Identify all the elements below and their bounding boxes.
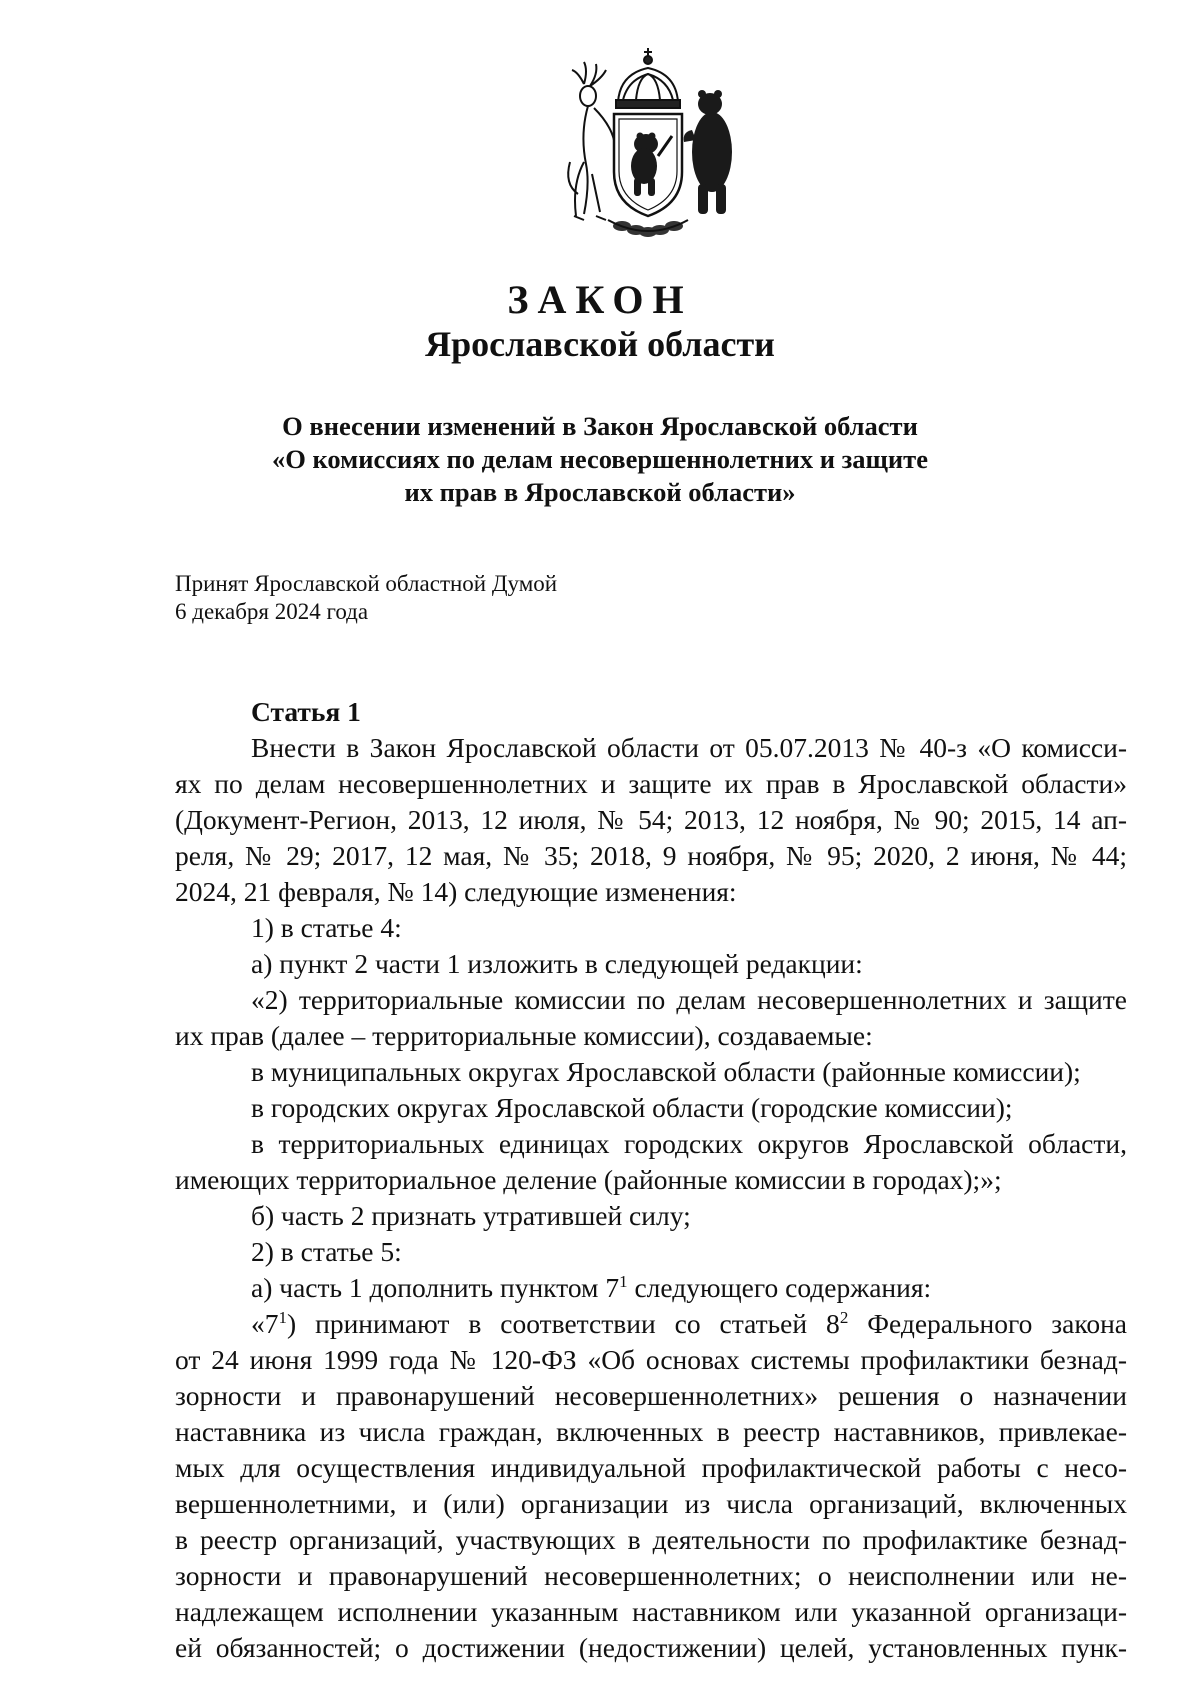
text-fragment: Федерального закона — [848, 1308, 1127, 1339]
text-fragment: а) часть 1 дополнить пунктом 7 — [251, 1272, 620, 1303]
text-line — [175, 1306, 1127, 1342]
text-line: ях по делам несовершеннолетних и защите их прав в Ярославской области» — [175, 768, 1127, 799]
law-region: Ярославской области — [425, 324, 775, 364]
text-line: в городских округах Ярославской области (городские комиссии); — [251, 1092, 1013, 1123]
text-line: «2) территориальные комиссии по делам несовершеннолетних и защите — [251, 984, 1127, 1015]
law-title: ЗАКОН — [507, 277, 693, 322]
text-line: б) часть 2 признать утратившей силу; — [251, 1200, 691, 1231]
law-name — [150, 410, 1050, 509]
adoption-note — [175, 570, 557, 626]
adoption-date: 6 декабря 2024 года — [175, 599, 369, 624]
text-line: в муниципальных округах Ярославской области (районные комиссии); — [251, 1056, 1081, 1087]
text-line: ей обязанностей; о достижении (недостижении) целей, установленных пунк- — [175, 1632, 1127, 1663]
text-line: (Документ-Регион, 2013, 12 июля, № 54; 2013, 12 ноября, № 90; 2015, 14 ап- — [175, 804, 1127, 835]
text-line: в реестр организаций, участвующих в деятельности по профилактике безнад- — [175, 1524, 1127, 1555]
text-line: реля, № 29; 2017, 12 мая, № 35; 2018, 9 ноября, № 95; 2020, 2 июня, № 44; — [175, 840, 1127, 871]
text-line: вершеннолетними, и (или) организации из числа организаций, включенных — [175, 1488, 1127, 1519]
law-name-line: «О комиссиях по делам несовершеннолетних и защите — [272, 444, 928, 474]
text-line: мых для осуществления индивидуальной профилактической работы с несо- — [175, 1452, 1127, 1483]
text-line: зорности и правонарушений несовершеннолетних» решения о назначении — [175, 1380, 1127, 1411]
superscript: 2 — [839, 1307, 849, 1327]
text-fragment: следующего содержания: — [627, 1272, 932, 1303]
article-body — [175, 694, 1127, 1666]
coat-of-arms-emblem — [548, 44, 748, 244]
adoption-body: Принят Ярославской областной Думой — [175, 571, 558, 596]
text-line: наставника из числа граждан, включенных в реестр наставников, привлекае- — [175, 1416, 1127, 1447]
law-name-line: О внесении изменений в Закон Ярославской области — [282, 411, 918, 441]
text-line: 2024, 21 февраля, № 14) следующие изменения: — [175, 876, 737, 907]
text-line: Внести в Закон Ярославской области от 05.07.2013 № 40-з «О комисси- — [251, 732, 1127, 763]
law-name-line: их прав в Ярославской области» — [404, 477, 796, 507]
text-fragment: ) принимают в соответствии со статьей 8 — [287, 1308, 840, 1339]
text-line — [175, 1270, 1127, 1306]
text-line: 2) в статье 5: — [251, 1236, 402, 1267]
text-fragment: «7 — [251, 1308, 279, 1339]
article-heading: Статья 1 — [251, 696, 361, 727]
text-line: в территориальных единицах городских округов Ярославской области, — [251, 1128, 1127, 1159]
superscript: 1 — [619, 1271, 628, 1291]
text-line: а) пункт 2 части 1 изложить в следующей редакции: — [251, 948, 863, 979]
text-line: от 24 июня 1999 года № 120-ФЗ «Об основах системы профилактики безнад- — [175, 1344, 1127, 1375]
superscript: 1 — [278, 1307, 287, 1327]
text-line: надлежащем исполнении указанным наставником или указанной организаци- — [175, 1596, 1127, 1627]
text-line: зорности и правонарушений несовершеннолетних; о неисполнении или не- — [175, 1560, 1127, 1591]
text-line: их прав (далее – территориальные комиссии), создаваемые: — [175, 1020, 873, 1051]
text-line: имеющих территориальное деление (районные комиссии в городах);»; — [175, 1164, 1002, 1195]
text-line: 1) в статье 4: — [251, 912, 402, 943]
